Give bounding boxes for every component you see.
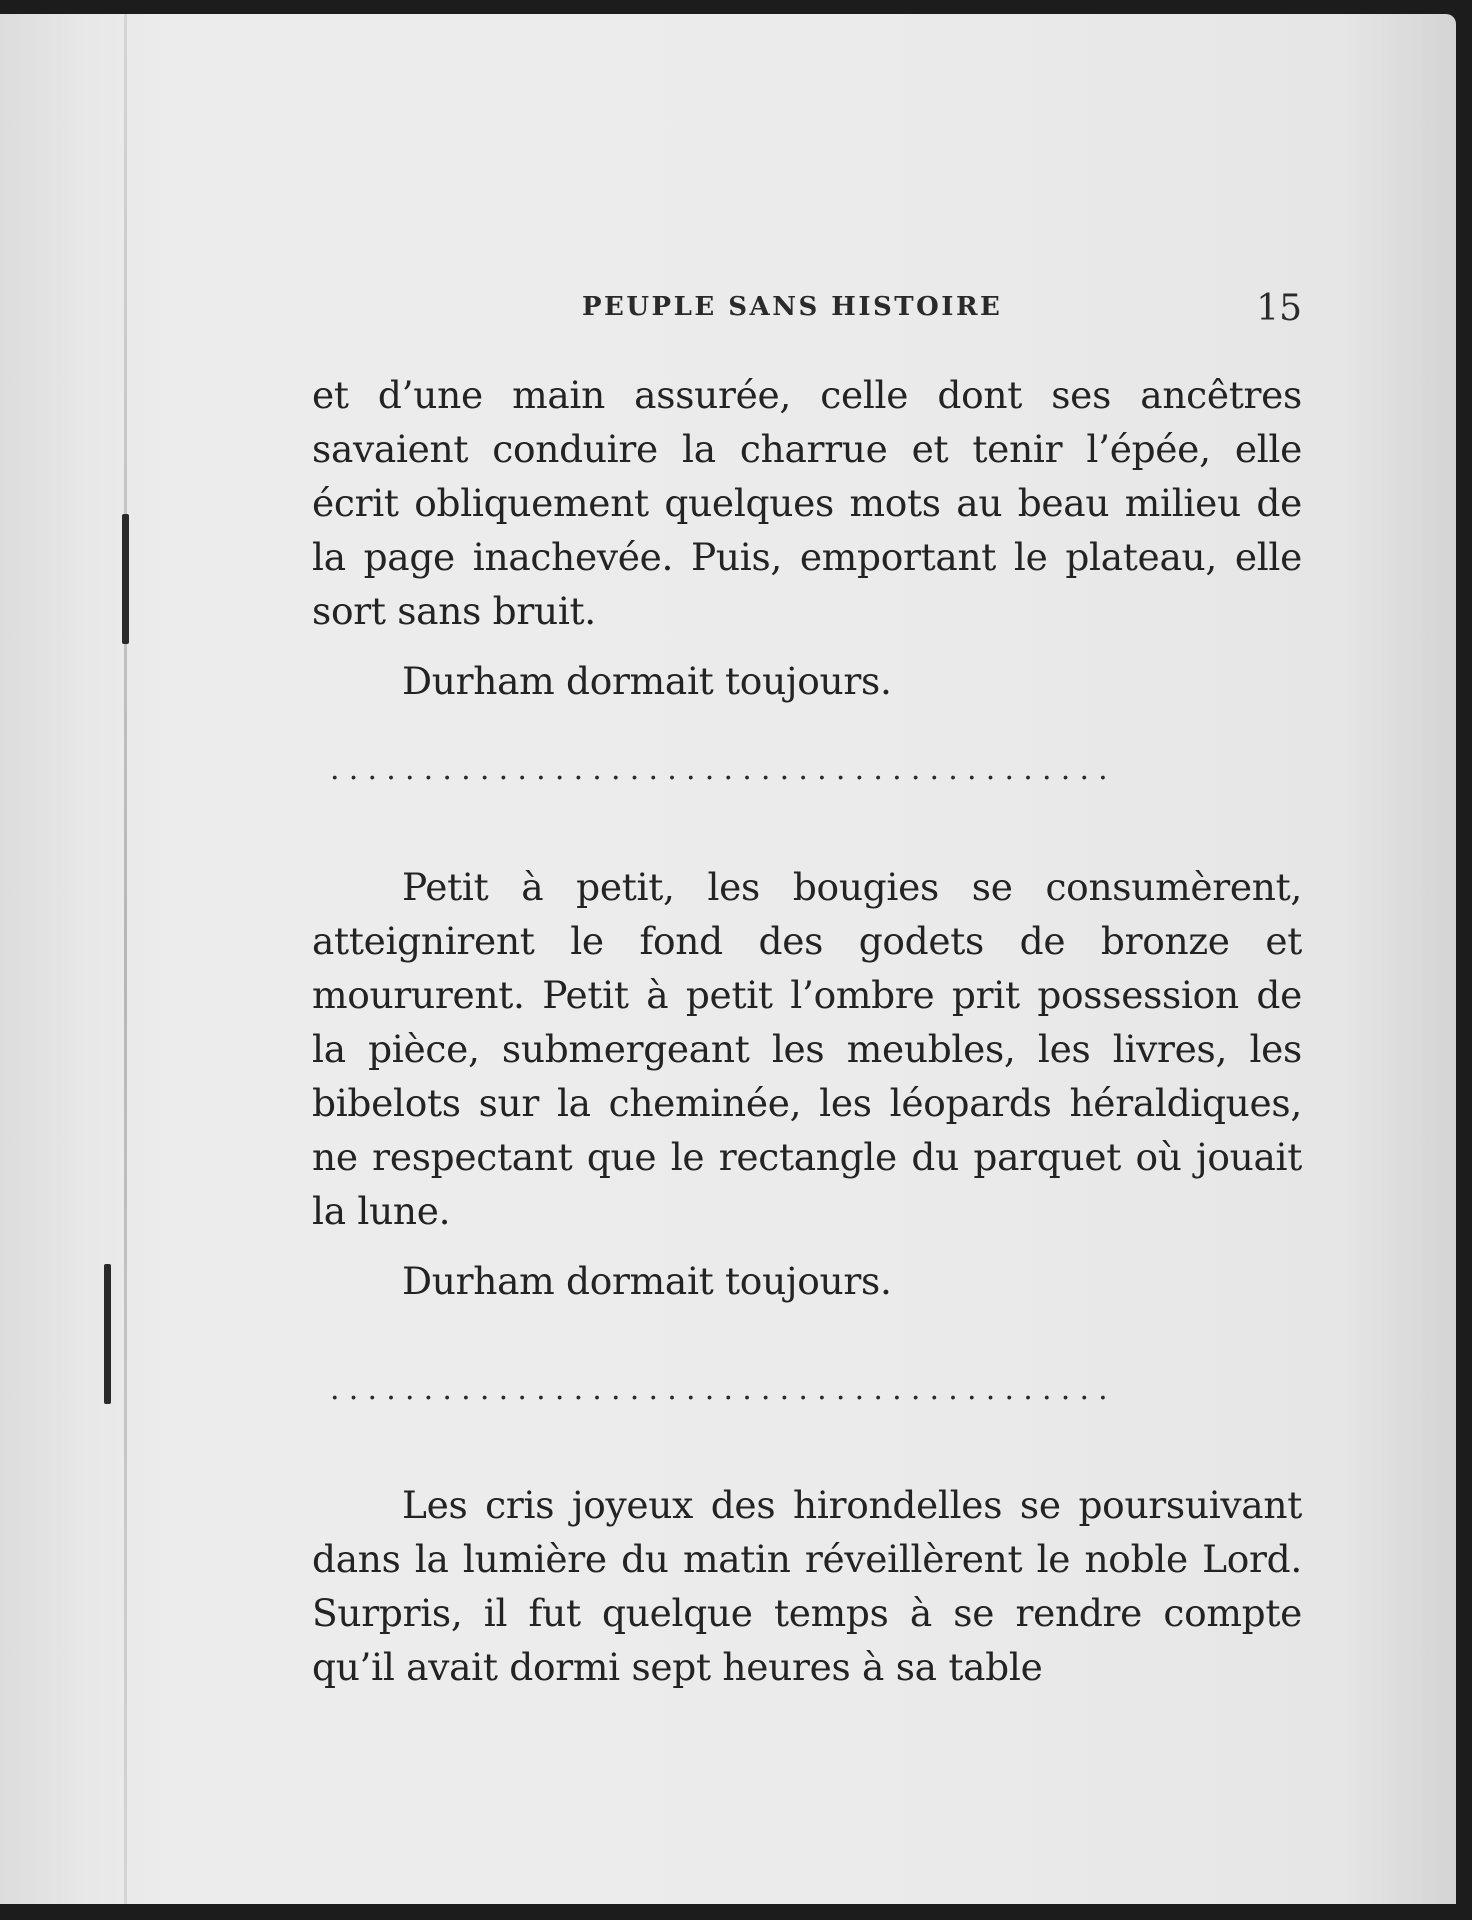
text-block-1 [312,368,1302,708]
binding-stitch [122,514,129,644]
paragraph: et d’une main assurée, celle dont ses ancêtres savaient conduire la charrue et tenir l’épée, elle écrit obliquement quelques mots au beau milieu de la page inachevée. Puis, emportant le plateau, elle sort sans bruit. [312,373,1302,633]
paragraph: Les cris joyeux des hirondelles se poursuivant dans la lumière du matin réveillèrent le noble Lord. Surpris, il fut quelque temps à se rendre compte qu’il avait dormi sept heures à sa table [312,1483,1302,1689]
text-block-2 [312,860,1302,1308]
section-separator: .......................................... [330,752,1117,787]
paragraph: Durham dormait toujours. [402,659,892,703]
section-separator: .......................................... [330,1372,1117,1407]
running-title: PEUPLE SANS HISTOIRE [582,292,1003,322]
text-block-3 [312,1478,1302,1694]
binding-stitch [104,1264,111,1404]
page-number: 15 [1256,288,1302,329]
paragraph: Petit à petit, les bougies se consumèrent, atteignirent le fond des godets de bronze et moururent. Petit à petit l’ombre prit possession de la pièce, submergeant les meubles, les livres, les bibelots sur la cheminée, les léopards héraldiques, ne respectant que le rectangle du parquet où jouait la lune. [312,865,1302,1233]
book-page [0,14,1456,1904]
gutter-fold-line [124,14,127,1904]
paragraph: Durham dormait toujours. [402,1259,892,1303]
running-head [316,288,1302,328]
